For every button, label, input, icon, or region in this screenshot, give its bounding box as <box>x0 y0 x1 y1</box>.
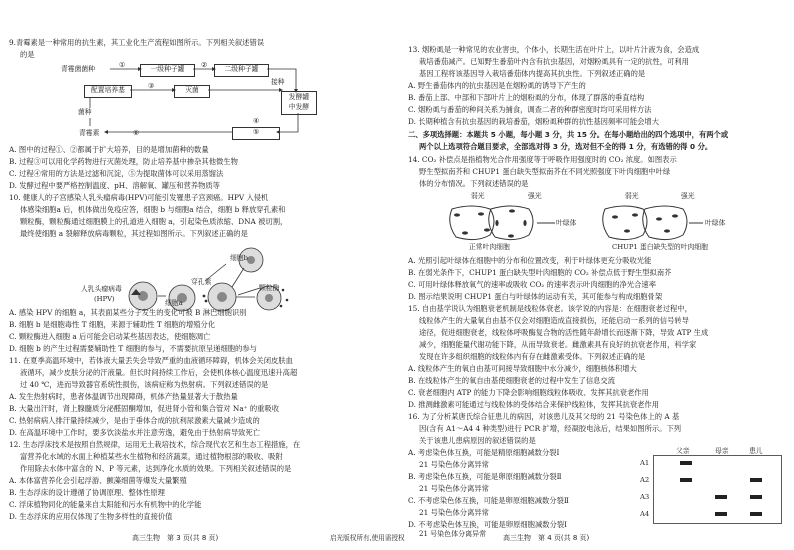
flow-circle-6: ⑥ <box>133 129 140 137</box>
q16-option-b: B. 考虑染色体互换，可能是卵原细胞减数分裂Ⅱ <box>408 472 562 481</box>
gel-band-child-a2 <box>750 478 762 482</box>
q14-label-weak-2: 弱光 <box>625 192 639 200</box>
q14-label-strong-2: 强光 <box>681 192 695 200</box>
q14-caption-mutant: CHUP1 蛋白缺失型的叶肉细胞 <box>612 243 708 251</box>
q13-stem-2: 栽培番茄减产。已知野生番茄叶内含有抗虫基因，对烟粉虱具有一定的抗性，可利用 <box>419 57 689 66</box>
q16-option-d: D. 不考虑染色体互换，可能是卵原细胞减数分裂Ⅰ <box>408 520 568 529</box>
q10-label-hpv-abbr: (HPV) <box>94 295 115 303</box>
q10-label-hpv: 人乳头瘤病毒 <box>81 285 122 293</box>
q14-stem-3: 体的分布情况。下列叙述错误的是 <box>419 179 529 188</box>
q10-option-c: C. 颗粒酶进入细胞 a 后可能会启动某些基因表达，使细胞凋亡 <box>9 332 211 341</box>
q14-option-b: B. 在弱光条件下，CHUP1 蛋白缺失型叶肉细胞的 CO₂ 补偿点低于野生型拟南芥 <box>408 268 672 277</box>
gel-box <box>653 455 793 527</box>
q13-option-c: C. 烟粉虱与番茄的种间关系为捕食，调查二者的种群密度时均可采用样方法 <box>408 105 652 114</box>
q9-option-a: A. 图中的过程①、②都属于扩大培养，目的是增加菌种的数量 <box>9 145 209 154</box>
q12-option-b: B. 生态浮床的设计遵循了协调原理、整体性原理 <box>9 488 165 497</box>
q14-label-chloroplast-1: 叶绿体 <box>556 219 577 227</box>
copyright-footer: 启光版权所有,使用需授权 <box>330 534 405 542</box>
q13-option-d: D. 长期种植含有抗虫基因的栽培番茄，烟粉虱种群的抗性基因频率可能会增大 <box>408 117 660 126</box>
q10-label-perforin: 穿孔素 <box>191 278 212 286</box>
q14-label-chloroplast-2: 叶绿体 <box>705 219 726 227</box>
flow-circle-1: ① <box>119 61 126 69</box>
gel-band-child-a4 <box>750 512 762 516</box>
flow-circle-4: ④ <box>253 117 260 125</box>
flow-circle-5: ⑤ <box>252 128 260 136</box>
q14-caption-wildtype: 正常叶肉细胞 <box>469 243 510 251</box>
flow-medium: 配置培养基 <box>84 85 132 98</box>
part2-heading-1: 二、多项选择题：本题共 5 小题，每小题 3 分，共 15 分。在每小题给出的四个选项中，有两个或 <box>408 130 729 139</box>
flow-seed-tank-1: 一级种子罐 <box>140 64 195 77</box>
q14-option-a: A. 光照引起叶绿体在细胞中的分布和位置改变，利于叶绿体更充分吸收光能 <box>408 256 652 265</box>
flow-arrows <box>0 0 397 150</box>
flow-circle-3: ③ <box>148 82 155 90</box>
q10-stem-4: 最终使细胞 a 裂解释放病毒颗粒，其过程如图所示。下列叙述正确的是 <box>20 229 248 238</box>
gel-band-mother-a3 <box>715 495 727 499</box>
q11-option-b: B. 大量出汗时，肾上腺髓质分泌醛固酮增加，促进肾小管和集合管对 Na⁺ 的重吸收 <box>9 404 280 413</box>
q12-stem-1: 12. 生态浮床技术是按照自然规律，运用无土栽培技术，综合现代农艺和生态工程措施，在 <box>9 440 301 449</box>
right-page <box>397 0 794 550</box>
gel-row-a2: A2 <box>640 476 650 484</box>
left-page-footer: 高三生物 第 3 页(共 8 页) <box>132 534 219 542</box>
flow-strain: 菌种 <box>78 108 92 116</box>
q11-stem-2: 液循环，减少皮肤分泌的汗液量。但长时间持续工作后，会使机体核心温度迅速升高超 <box>20 368 298 377</box>
flow-seed-tank-2: 二级种子罐 <box>214 64 269 77</box>
q11-stem-3: 过 40 ℃，进而导致器官系统性损伤，该病症称为热射病。下列叙述错误的是 <box>20 380 269 389</box>
q12-option-d: D. 生态浮床的应用仅体现了生物多样性的直接价值 <box>9 512 173 521</box>
q15-option-c: C. 衰老细胞内 ATP 的能力下降会影响细胞线粒体吸收、发挥其抗衰老作用 <box>408 388 649 397</box>
q9-option-c: C. 过程④常用的方法是过滤和沉淀，⑤为提取菌体可以采用蒸馏法 <box>9 169 224 178</box>
q12-stem-3: 作用除去水体中富含的 N、P 等元素，达到净化水质的效果。下列相关叙述错误的是 <box>20 464 292 473</box>
q16-stem-3: 关于该患儿患病原因的叙述错误的是 <box>419 436 536 445</box>
gel-band-father-a1 <box>680 461 692 465</box>
q13-option-a: A. 野生番茄体内的抗虫基因是在烟粉虱的诱导下产生的 <box>408 81 586 90</box>
q11-option-c: C. 热射病病人排汗量持续减少，是由于垂体合成的抗利尿激素大量减少造成的 <box>9 416 260 425</box>
q16-stem-2: 因(含有 A1～A4 4 种类型)进行 PCR 扩增，经凝胶电泳后，结果如图所示。下列 <box>419 424 682 433</box>
q9-option-b: B. 过程③可以用化学药物进行灭菌处理，防止培养基中掺杂其他微生物 <box>9 157 238 166</box>
q15-stem-1: 15. 自由基学说认为细胞衰老机制是线粒体衰老。该学说的内容是：在细胞衰老过程中， <box>408 304 692 313</box>
q14-stem-2: 野生型拟南芥和 CHUP1 蛋白缺失型拟南芥在不同光照强度下叶肉细胞中叶绿 <box>419 167 671 176</box>
q15-option-a: A. 线粒体产生的氧自由基可间接导致细胞中水分减少，细胞核体积增大 <box>408 364 637 373</box>
q16-option-d-cont: 21 号染色体分离异常 <box>419 530 487 538</box>
q14-option-c: C. 可用叶绿体释放氧气的速率或吸收 CO₂ 的速率表示叶肉细胞的净光合速率 <box>408 280 656 289</box>
q12-stem-2: 富营养化水域的水面上种植某些水生植物和经济蔬菜，通过植物根部的吸收、吸附 <box>20 452 283 461</box>
q10-option-a: A. 感染 HPV 的细胞 a，其表面某些分子发生的变化可被 B 淋巴细胞识别 <box>9 308 247 317</box>
gel-band-mother-a4 <box>715 512 727 516</box>
q14-label-weak-1: 弱光 <box>471 192 485 200</box>
part2-heading-2: 两个以上选项符合题目要求，全部选对得 3 分，选对但不全的得 1 分，有选错的得 0 分。 <box>419 142 713 151</box>
flow-inoculate: 接种 <box>271 78 285 86</box>
q10-label-cell-b: 细胞b <box>230 254 248 262</box>
q14-label-strong-1: 强光 <box>528 192 542 200</box>
q16-option-a: A. 考虑染色体互换，可能是精原细胞减数分裂Ⅰ <box>408 448 560 457</box>
q11-option-d: D. 在高温环境中工作时，要多饮淡盐水并注意劳逸，避免由于热射病导致死亡 <box>9 428 261 437</box>
gel-header-child: 患儿 <box>749 447 763 455</box>
q14-cell-diagram <box>397 203 794 243</box>
gel-row-a4: A4 <box>640 510 650 518</box>
q9-stem: 9.青霉素是一种常用的抗生素，其工业化生产流程如图所示。下列相关叙述错误 <box>9 38 265 47</box>
gel-band-child-a3 <box>750 495 762 499</box>
gel-row-a1: A1 <box>640 459 650 467</box>
q11-stem-1: 11. 在夏季高温环境中，若体液大量丢失会导致严重的血液循环障碍，机体会关闭皮肤血 <box>9 356 293 365</box>
q16-stem-1: 16. 为了分析某唐氏综合征患儿的病因，对该患儿及其父母的 21 号染色体上的 A 基 <box>408 412 680 421</box>
q16-option-a-cont: 21 号染色体分离异常 <box>419 460 489 469</box>
q16-option-c: C. 不考虑染色体互换，可能是卵原细胞减数分裂Ⅱ <box>408 496 569 505</box>
q15-option-b: B. 在线粒体产生的氧自由基使细胞衰老的过程中发生了信息交流 <box>408 376 616 385</box>
flow-sterilize: 灭菌 <box>174 85 210 98</box>
q13-stem-1: 13. 烟粉虱是一种常见的农业害虫，个体小，长期生活在叶片上，以叶片汁液为食，会造成 <box>408 45 700 54</box>
q10-stem-1: 10. 健康人的子宫感染人乳头瘤病毒(HPV)可能引发罹患子宫颈癌。HPV 入侵机 <box>9 193 269 202</box>
flow-fermenter-l2: 中发酵 <box>288 103 310 111</box>
q10-label-granzyme: 颗粒酶 <box>259 284 280 292</box>
q12-option-c: C. 浮床植物同化的能量来自太阳能和污水有机物中的化学能 <box>9 500 202 509</box>
gel-row-a3: A3 <box>640 493 650 501</box>
q14-option-d: D. 图示结果说明 CHUP1 蛋白与叶绿体的运动有关，其可能参与构成细胞骨架 <box>408 292 663 301</box>
q15-option-d: D. 推测雌激素可能通过与线粒体的受体结合来保护线粒体，发挥其抗衰老作用 <box>408 400 660 409</box>
q10-stem-2: 体感染细胞a 后，机体做出免疫应答，细胞 b 与细胞a 结合，细胞 b 释放穿孔素和 <box>20 205 286 214</box>
q12-option-a: A. 本体富营养化会引起浮游、颤藻细菌等爆发大量繁殖 <box>9 476 187 485</box>
flow-fermenter-l1: 发酵罐 <box>288 93 310 101</box>
q15-stem-4: 减少，细胞能量代谢功能下降，从而导致衰老。雌激素具有良好的抗衰老作用，科学家 <box>419 340 697 349</box>
q13-stem-3: 基因工程将该基因导入栽培番茄体内提高其抗虫性。下列叙述正确的是 <box>419 69 646 78</box>
q10-stem-3: 颗粒酶，颗粒酶通过细胞膜上的孔道进入细胞 a，引起染色质浓缩、DNA 被切割， <box>20 217 288 226</box>
flow-wild-strain: 青霉菌菌种 <box>61 65 95 73</box>
q15-stem-3: 途径，促进细胞衰老，线粒体呼吸酶复合物的活性随年龄增长而逐渐下降，导致 ATP 生成 <box>419 328 709 337</box>
q9-option-d: D. 发酵过程中要严格控制温度、pH、溶解氧、罐压和营养物质等 <box>9 181 220 190</box>
q10-option-b: B. 细胞 b 是细胞毒性 T 细胞，来源于辅助性 T 细胞的增殖分化 <box>9 320 216 329</box>
flow-circle-2: ② <box>201 61 208 69</box>
q16-option-b-cont: 21 号染色体分离异常 <box>419 484 489 493</box>
q9-stem-cont: 的是 <box>20 50 35 59</box>
right-page-footer: 高三生物 第 4 页(共 8 页) <box>503 534 590 542</box>
flow-penicillin: 青霉素 <box>79 129 100 137</box>
q13-option-b: B. 番茄上部、中部和下部叶片上的烟粉虱的分布，体现了群落的垂直结构 <box>408 93 645 102</box>
q15-stem-2: 线粒体产生的大量氧自由基不仅会对细胞造成直接损伤，还能启动一系列的信号转导 <box>419 316 689 325</box>
gel-header-father: 父亲 <box>676 447 690 455</box>
q15-stem-5: 发现在许多组织细胞的线粒体内有存在雌激素受体。下列叙述正确的是 <box>419 352 646 361</box>
q16-option-c-cont: 21 号染色体分离异常 <box>419 508 489 517</box>
gel-band-father-a2 <box>680 478 692 482</box>
q14-stem-1: 14. CO₂ 补偿点是指植物光合作用强度等于呼吸作用强度时的 CO₂ 浓度。如图表示 <box>408 155 677 164</box>
q10-label-cell-a: 细胞a <box>165 299 183 307</box>
q10-option-d: D. 细胞 b 的产生过程需要辅助性 T 细胞的参与，不需要抗原呈递细胞的参与 <box>9 344 257 353</box>
gel-header-mother: 母亲 <box>715 447 729 455</box>
q11-option-a: A. 发生热射病时，患者体温调节出现障碍，机体产热量显著大于散热量 <box>9 392 238 401</box>
